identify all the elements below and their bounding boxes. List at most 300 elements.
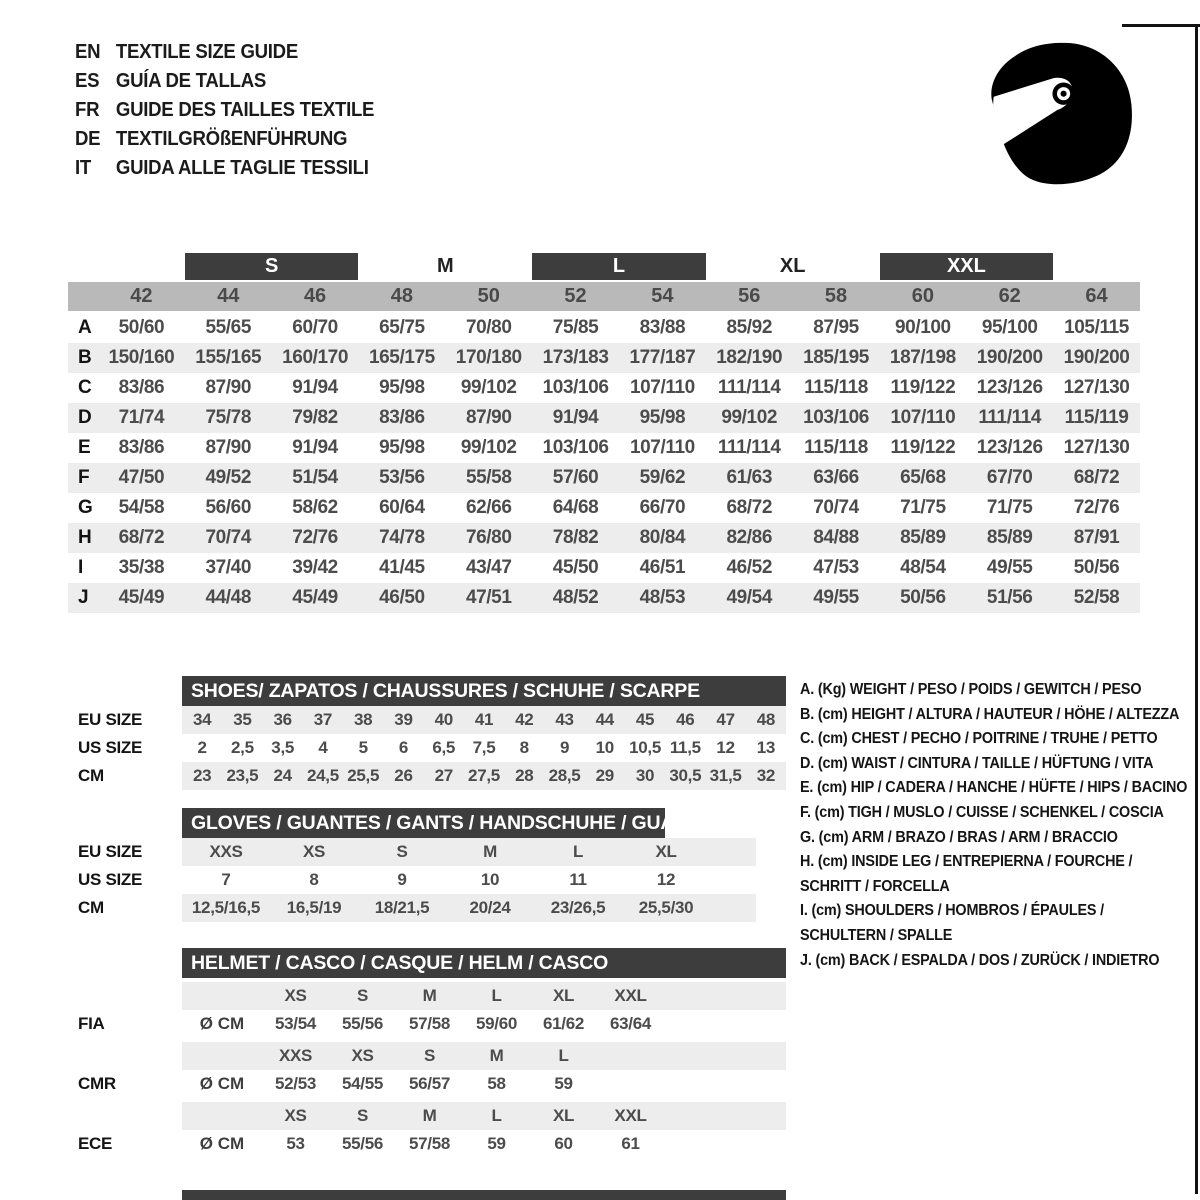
size-value-cell: 61/63 [726, 467, 772, 488]
size-value-cell: 87/90 [205, 437, 252, 458]
size-value-cell: 62/66 [465, 497, 512, 518]
shoes-size-cell: 12 [716, 738, 735, 757]
helmet-icon [978, 40, 1138, 192]
measure-row-F [68, 463, 1140, 493]
size-column-48: 48 [390, 285, 414, 307]
size-value-cell: 103/106 [542, 437, 609, 458]
shoes-size-cell: 10 [595, 738, 614, 757]
diameter-unit-label: Ø CM [199, 1074, 245, 1093]
size-value-cell: 39/42 [292, 557, 338, 578]
shoes-size-cell: 44 [595, 710, 614, 729]
shoes-size-cell: 41 [474, 710, 494, 729]
helmet-value-cell: 58 [487, 1074, 506, 1093]
shoes-row-label-EU SIZE: EU SIZE [78, 710, 143, 729]
size-group-XXL: XXL [880, 253, 1054, 280]
language-code: DE [75, 128, 101, 150]
helmet-value-cell: 53/54 [274, 1014, 317, 1033]
shoes-size-cell: 30 [635, 766, 655, 785]
row-label-J: J [78, 587, 89, 608]
language-title: TEXTILGRÖßENFÜHRUNG [115, 128, 348, 150]
size-column-60: 60 [911, 285, 934, 307]
size-value-cell: 115/118 [804, 377, 868, 398]
size-group-spacer [98, 253, 185, 280]
gloves-size-cell: 10 [480, 870, 500, 889]
shoes-size-cell: 24,5 [306, 766, 339, 785]
size-value-cell: 59/62 [639, 467, 686, 488]
helmet-section-bar [182, 948, 786, 978]
helmet-size-CMR-XS: XS [351, 1046, 374, 1065]
row-label-C: C [78, 377, 92, 398]
helmet-values-FIA [182, 1010, 786, 1038]
legend-line: SCHULTERN / SPALLE [800, 926, 953, 944]
shoes-size-cell: 28,5 [548, 766, 581, 785]
size-value-cell: 47/50 [118, 467, 165, 488]
size-value-cell: 70/74 [205, 527, 252, 548]
gloves-size-cell: 11 [569, 870, 587, 889]
gloves-size-cell: 9 [397, 870, 407, 889]
shoes-size-cell: 27,5 [468, 766, 500, 785]
shoes-size-cell: 37 [313, 710, 333, 729]
size-value-cell: 182/190 [716, 347, 783, 368]
helmet-value-cell: 54/55 [341, 1074, 384, 1093]
size-value-cell: 48/52 [552, 587, 599, 608]
gloves-row-label-EU SIZE: EU SIZE [78, 842, 143, 861]
helmet-size-CMR-XXS: XXS [278, 1046, 313, 1065]
size-group-spacer [1053, 253, 1140, 280]
language-title: GUIDE DES TAILLES TEXTILE [115, 99, 375, 121]
gloves-size-cell: 8 [309, 870, 319, 889]
gloves-section-bar [182, 808, 706, 838]
legend-item-D [800, 752, 1162, 777]
numeric-size-header-row [68, 282, 1140, 311]
size-value-cell: 119/122 [890, 377, 956, 398]
size-value-cell: 68/72 [726, 497, 772, 518]
size-group-L: L [532, 253, 706, 280]
unit-spacer [182, 1102, 262, 1130]
size-value-cell: 87/95 [813, 317, 859, 338]
helmet-size-FIA-S: S [356, 986, 369, 1005]
partial-next-section-bar [182, 1190, 786, 1200]
size-group-header-row [98, 253, 1140, 280]
helmet-size-header-ECE [182, 1102, 786, 1130]
size-value-cell: 173/183 [542, 347, 609, 368]
size-value-cell: 51/56 [986, 587, 1033, 608]
size-value-cell: 75/85 [552, 317, 599, 338]
legend-line: SCHRITT / FORCELLA [800, 877, 950, 895]
size-column-56: 56 [738, 285, 761, 307]
helmet-value-cell: 59 [554, 1074, 573, 1093]
size-value-cell: 90/100 [895, 317, 951, 338]
size-value-cell: 83/86 [118, 377, 165, 398]
diameter-unit-label: Ø CM [199, 1134, 245, 1153]
size-value-cell: 35/38 [118, 557, 165, 578]
shoes-row-label-US SIZE: US SIZE [78, 738, 143, 757]
standard-label-ECE: ECE [78, 1134, 113, 1153]
size-value-cell: 83/86 [379, 407, 425, 428]
unit-spacer [182, 1042, 262, 1070]
measure-row-G [68, 493, 1140, 523]
size-value-cell: 87/90 [205, 377, 252, 398]
size-value-cell: 177/187 [629, 347, 696, 368]
shoes-size-cell: 25,5 [347, 766, 380, 785]
size-value-cell: 95/100 [981, 317, 1038, 338]
shoes-size-cell: 40 [434, 710, 453, 729]
shoes-size-cell: 27 [434, 766, 453, 785]
corner-spacer [68, 282, 98, 311]
gloves-row-CM [182, 894, 756, 922]
helmet-size-ECE-XL: XL [552, 1106, 575, 1125]
shoes-size-cell: 28 [515, 766, 534, 785]
size-value-cell: 41/45 [379, 557, 425, 578]
row-label-B: B [78, 347, 92, 368]
legend-item-H [800, 850, 1162, 899]
size-value-cell: 105/115 [1064, 317, 1129, 338]
size-value-cell: 87/91 [1073, 527, 1120, 548]
size-value-cell: 68/72 [118, 527, 165, 548]
size-value-cell: 48/54 [900, 557, 946, 578]
shoes-size-cell: 43 [555, 710, 574, 729]
language-code: ES [75, 70, 100, 92]
legend-line: H. (cm) INSIDE LEG / ENTREPIERNA / FOURCHE / [800, 853, 1133, 871]
helmet-value-cell: 52/53 [274, 1074, 317, 1093]
helmet-size-ECE-M: M [422, 1106, 437, 1125]
size-value-cell: 107/110 [890, 407, 956, 428]
shoes-size-cell: 32 [756, 766, 775, 785]
shoes-size-cell: 6 [398, 738, 409, 757]
size-column-46: 46 [303, 285, 327, 307]
size-value-cell: 155/165 [195, 347, 262, 368]
language-line [75, 96, 374, 125]
gloves-size-cell: XS [302, 842, 326, 861]
size-column-58: 58 [824, 285, 848, 307]
language-code: IT [75, 157, 91, 179]
measure-row-J [68, 583, 1140, 613]
size-value-cell: 54/58 [118, 497, 165, 518]
size-value-cell: 53/56 [379, 467, 425, 488]
gloves-size-cell: 23/26,5 [550, 898, 606, 917]
size-value-cell: 66/70 [639, 497, 686, 518]
size-value-cell: 74/78 [379, 527, 425, 548]
shoes-size-cell: 35 [233, 710, 252, 729]
helmet-size-ECE-XS: XS [284, 1106, 307, 1125]
helmet-size-ECE-S: S [356, 1106, 369, 1125]
shoes-row-US SIZE [182, 734, 786, 762]
size-value-cell: 95/98 [379, 377, 425, 398]
size-value-cell: 46/51 [639, 557, 686, 578]
language-title: GUÍA DE TALLAS [115, 70, 266, 92]
size-value-cell: 119/122 [890, 437, 956, 458]
shoes-size-cell: 6,5 [432, 738, 456, 757]
shoes-size-cell: 5 [358, 738, 368, 757]
legend-item-A [800, 678, 1162, 703]
size-column-54: 54 [651, 285, 674, 307]
shoes-size-cell: 10,5 [629, 738, 661, 757]
legend-item-I [800, 899, 1162, 948]
size-value-cell: 170/180 [455, 347, 522, 368]
helmet-value-cell: 59 [487, 1134, 506, 1153]
size-value-cell: 85/89 [986, 527, 1033, 548]
size-value-cell: 99/102 [460, 437, 517, 458]
row-label-G: G [78, 497, 93, 518]
measure-row-H [68, 523, 1140, 553]
size-value-cell: 115/119 [1064, 407, 1129, 428]
size-column-42: 42 [130, 285, 153, 307]
language-code: FR [75, 99, 100, 121]
size-value-cell: 85/89 [900, 527, 946, 548]
legend-line: J. (cm) BACK / ESPALDA / DOS / ZURÜCK / INDIETRO [800, 951, 1160, 969]
size-value-cell: 72/76 [292, 527, 338, 548]
size-value-cell: 46/52 [726, 557, 772, 578]
size-value-cell: 83/86 [118, 437, 165, 458]
size-value-cell: 44/48 [205, 587, 252, 608]
size-value-cell: 111/114 [978, 407, 1042, 428]
size-value-cell: 115/118 [804, 437, 868, 458]
helmet-size-CMR-L: L [558, 1046, 569, 1065]
size-value-cell: 71/75 [986, 497, 1033, 518]
helmet-size-CMR-S: S [423, 1046, 436, 1065]
standard-label-FIA: FIA [78, 1014, 105, 1033]
gloves-size-cell: XXS [209, 842, 243, 861]
size-value-cell: 127/130 [1063, 377, 1130, 398]
size-value-cell: 160/170 [282, 347, 349, 368]
shoes-size-cell: 48 [756, 710, 775, 729]
size-value-cell: 185/195 [803, 347, 869, 368]
size-value-cell: 190/200 [1063, 347, 1130, 368]
size-value-cell: 49/54 [726, 587, 772, 608]
size-column-44: 44 [217, 285, 240, 307]
size-value-cell: 75/78 [205, 407, 252, 428]
size-value-cell: 111/114 [717, 377, 781, 398]
helmet-size-header-FIA [182, 982, 786, 1010]
size-value-cell: 49/55 [986, 557, 1033, 578]
size-group-S: S [185, 253, 359, 280]
size-value-cell: 107/110 [629, 377, 695, 398]
legend-item-E [800, 776, 1188, 801]
shoes-size-cell: 30,5 [669, 766, 702, 785]
shoes-size-cell: 38 [354, 710, 373, 729]
shoes-size-cell: 23 [192, 766, 212, 785]
size-value-cell: 95/98 [379, 437, 425, 458]
diameter-unit-label: Ø CM [199, 1014, 245, 1033]
legend-item-G [800, 826, 1162, 851]
size-value-cell: 79/82 [292, 407, 338, 428]
gloves-size-cell: 20/24 [469, 898, 511, 917]
size-value-cell: 56/60 [205, 497, 252, 518]
legend-line: D. (cm) WAIST / CINTURA / TAILLE / HÜFTUNG / VITA [800, 754, 1154, 772]
helmet-value-cell: 59/60 [475, 1014, 518, 1033]
measurement-legend [800, 678, 1200, 973]
language-code: EN [75, 41, 101, 63]
row-label-F: F [78, 467, 90, 488]
helmet-size-ECE-L: L [491, 1106, 502, 1125]
shoes-size-cell: 39 [394, 710, 413, 729]
size-value-cell: 50/56 [900, 587, 946, 608]
page-edge-line-horizontal [1122, 24, 1200, 27]
size-value-cell: 127/130 [1063, 437, 1130, 458]
gloves-size-cell: 7 [221, 870, 231, 889]
shoes-size-cell: 29 [595, 766, 614, 785]
helmet-value-cell: 53 [286, 1134, 305, 1153]
helmet-values-CMR [182, 1070, 786, 1098]
gloves-section-title: GLOVES / GUANTES / GANTS / HANDSCHUHE / GUANTI [191, 811, 706, 834]
gloves-size-cell: L [572, 842, 584, 861]
measure-row-B [68, 343, 1140, 373]
legend-line: A. (Kg) WEIGHT / PESO / POIDS / GEWITCH / PESO [800, 681, 1142, 698]
row-label-E: E [78, 437, 91, 458]
legend-item-B [800, 703, 1180, 728]
helmet-value-cell: 61 [621, 1134, 640, 1153]
size-value-cell: 58/62 [292, 497, 338, 518]
shoes-size-cell: 11,5 [669, 738, 701, 757]
size-value-cell: 80/84 [639, 527, 686, 548]
size-value-cell: 84/88 [813, 527, 859, 548]
size-value-cell: 87/90 [465, 407, 512, 428]
size-value-cell: 103/106 [803, 407, 869, 428]
size-value-cell: 82/86 [726, 527, 772, 548]
gloves-size-cell: XL [655, 842, 677, 861]
size-value-cell: 48/53 [639, 587, 686, 608]
size-value-cell: 85/92 [726, 317, 772, 338]
size-column-50: 50 [477, 285, 500, 307]
size-value-cell: 72/76 [1073, 497, 1120, 518]
size-value-cell: 165/175 [368, 347, 435, 368]
size-value-cell: 70/80 [465, 317, 512, 338]
helmet-values-ECE [182, 1130, 786, 1158]
legend-line: F. (cm) TIGH / MUSLO / CUISSE / SCHENKEL / COSCIA [800, 803, 1164, 821]
size-value-cell: 99/102 [460, 377, 517, 398]
gloves-row-US SIZE [182, 866, 756, 894]
helmet-size-ECE-XXL: XXL [614, 1106, 647, 1125]
size-value-cell: 91/94 [292, 437, 338, 458]
helmet-size-FIA-M: M [422, 986, 437, 1005]
shoes-section-title: SHOES/ ZAPATOS / CHAUSSURES / SCHUHE / SCARPE [191, 679, 700, 702]
shoes-size-cell: 24 [273, 766, 292, 785]
size-group-M: M [436, 255, 454, 277]
measure-row-D [68, 403, 1140, 433]
size-value-cell: 67/70 [986, 467, 1033, 488]
shoes-size-cell: 23,5 [226, 766, 259, 785]
size-value-cell: 45/49 [292, 587, 338, 608]
size-value-cell: 187/198 [889, 347, 956, 368]
size-value-cell: 60/64 [379, 497, 425, 518]
shoes-size-cell: 31,5 [709, 766, 742, 785]
size-value-cell: 91/94 [292, 377, 338, 398]
size-value-cell: 57/60 [552, 467, 599, 488]
size-value-cell: 76/80 [465, 527, 512, 548]
legend-line: I. (cm) SHOULDERS / HOMBROS / ÉPAULES / [800, 902, 1104, 920]
shoes-size-cell: 42 [515, 710, 534, 729]
legend-line: E. (cm) HIP / CADERA / HANCHE / HÜFTE / HIPS / BACINO [800, 779, 1188, 797]
shoes-size-cell: 8 [519, 738, 529, 757]
size-value-cell: 107/110 [629, 437, 695, 458]
size-value-cell: 37/40 [205, 557, 252, 578]
shoes-size-cell: 47 [716, 710, 735, 729]
language-title-list [75, 38, 374, 183]
helmet-section-title: HELMET / CASCO / CASQUE / HELM / CASCO [191, 951, 609, 974]
size-value-cell: 50/60 [118, 317, 165, 338]
legend-item-C [800, 727, 1162, 752]
helmet-size-FIA-XS: XS [284, 986, 307, 1005]
shoes-section-bar [182, 676, 786, 706]
measure-row-E [68, 433, 1140, 463]
size-value-cell: 71/74 [118, 407, 165, 428]
page-edge-line-vertical [1195, 24, 1198, 1194]
legend-item-F [800, 801, 1162, 826]
size-value-cell: 43/47 [465, 557, 512, 578]
size-value-cell: 52/58 [1073, 587, 1120, 608]
helmet-value-cell: 56/57 [408, 1074, 451, 1093]
size-value-cell: 83/88 [639, 317, 686, 338]
helmet-value-cell: 55/56 [341, 1014, 384, 1033]
shoes-row-CM [182, 762, 786, 790]
gloves-size-cell: 12 [656, 870, 676, 889]
size-value-cell: 150/160 [108, 347, 175, 368]
language-line [75, 154, 374, 183]
size-value-cell: 103/106 [542, 377, 609, 398]
size-value-cell: 47/53 [813, 557, 859, 578]
gloves-size-cell: 18/21,5 [374, 898, 430, 917]
row-label-A: A [78, 317, 92, 338]
size-value-cell: 123/126 [976, 377, 1043, 398]
size-value-cell: 51/54 [292, 467, 338, 488]
size-value-cell: 47/51 [465, 587, 512, 608]
size-value-cell: 46/50 [379, 587, 425, 608]
helmet-value-cell: 57/58 [408, 1014, 451, 1033]
size-value-cell: 78/82 [552, 527, 599, 548]
size-value-cell: 50/56 [1073, 557, 1120, 578]
shoes-size-cell: 13 [756, 738, 775, 757]
shoes-row-label-CM: CM [78, 766, 104, 785]
gloves-size-cell: 16,5/19 [286, 898, 342, 917]
helmet-size-header-CMR [182, 1042, 786, 1070]
size-value-cell: 70/74 [813, 497, 859, 518]
size-value-cell: 45/50 [552, 557, 599, 578]
shoes-size-cell: 4 [318, 738, 328, 757]
size-value-cell: 49/55 [813, 587, 859, 608]
shoes-size-cell: 45 [635, 710, 655, 729]
shoes-size-cell: 2,5 [231, 738, 254, 757]
size-value-cell: 190/200 [976, 347, 1043, 368]
legend-line: B. (cm) HEIGHT / ALTURA / HAUTEUR / HÖHE / ALTEZZA [800, 705, 1180, 723]
gloves-row-label-CM: CM [78, 898, 104, 917]
helmet-size-FIA-XL: XL [552, 986, 575, 1005]
gloves-size-cell: M [483, 842, 497, 861]
size-column-52: 52 [564, 285, 587, 307]
language-line [75, 38, 374, 67]
shoes-size-cell: 7,5 [472, 738, 496, 757]
legend-line: G. (cm) ARM / BRAZO / BRAS / ARM / BRACCIO [800, 828, 1118, 846]
size-value-cell: 99/102 [721, 407, 778, 428]
helmet-size-FIA-L: L [491, 986, 502, 1005]
size-value-cell: 60/70 [292, 317, 338, 338]
size-value-cell: 95/98 [639, 407, 686, 428]
shoes-size-cell: 34 [192, 710, 212, 729]
language-line [75, 125, 374, 154]
gloves-row-label-US SIZE: US SIZE [78, 870, 143, 889]
helmet-value-cell: 61/62 [542, 1014, 585, 1033]
size-value-cell: 123/126 [976, 437, 1043, 458]
measure-row-I [68, 553, 1140, 583]
measure-row-C [68, 373, 1140, 403]
legend-item-J [800, 949, 1162, 974]
helmet-value-cell: 60 [554, 1134, 573, 1153]
helmet-size-FIA-XXL: XXL [614, 986, 647, 1005]
size-value-cell: 45/49 [118, 587, 165, 608]
gloves-size-cell: 25,5/30 [638, 898, 694, 917]
row-label-H: H [78, 527, 92, 548]
helmet-value-cell: 63/64 [609, 1014, 652, 1033]
size-value-cell: 65/75 [379, 317, 425, 338]
